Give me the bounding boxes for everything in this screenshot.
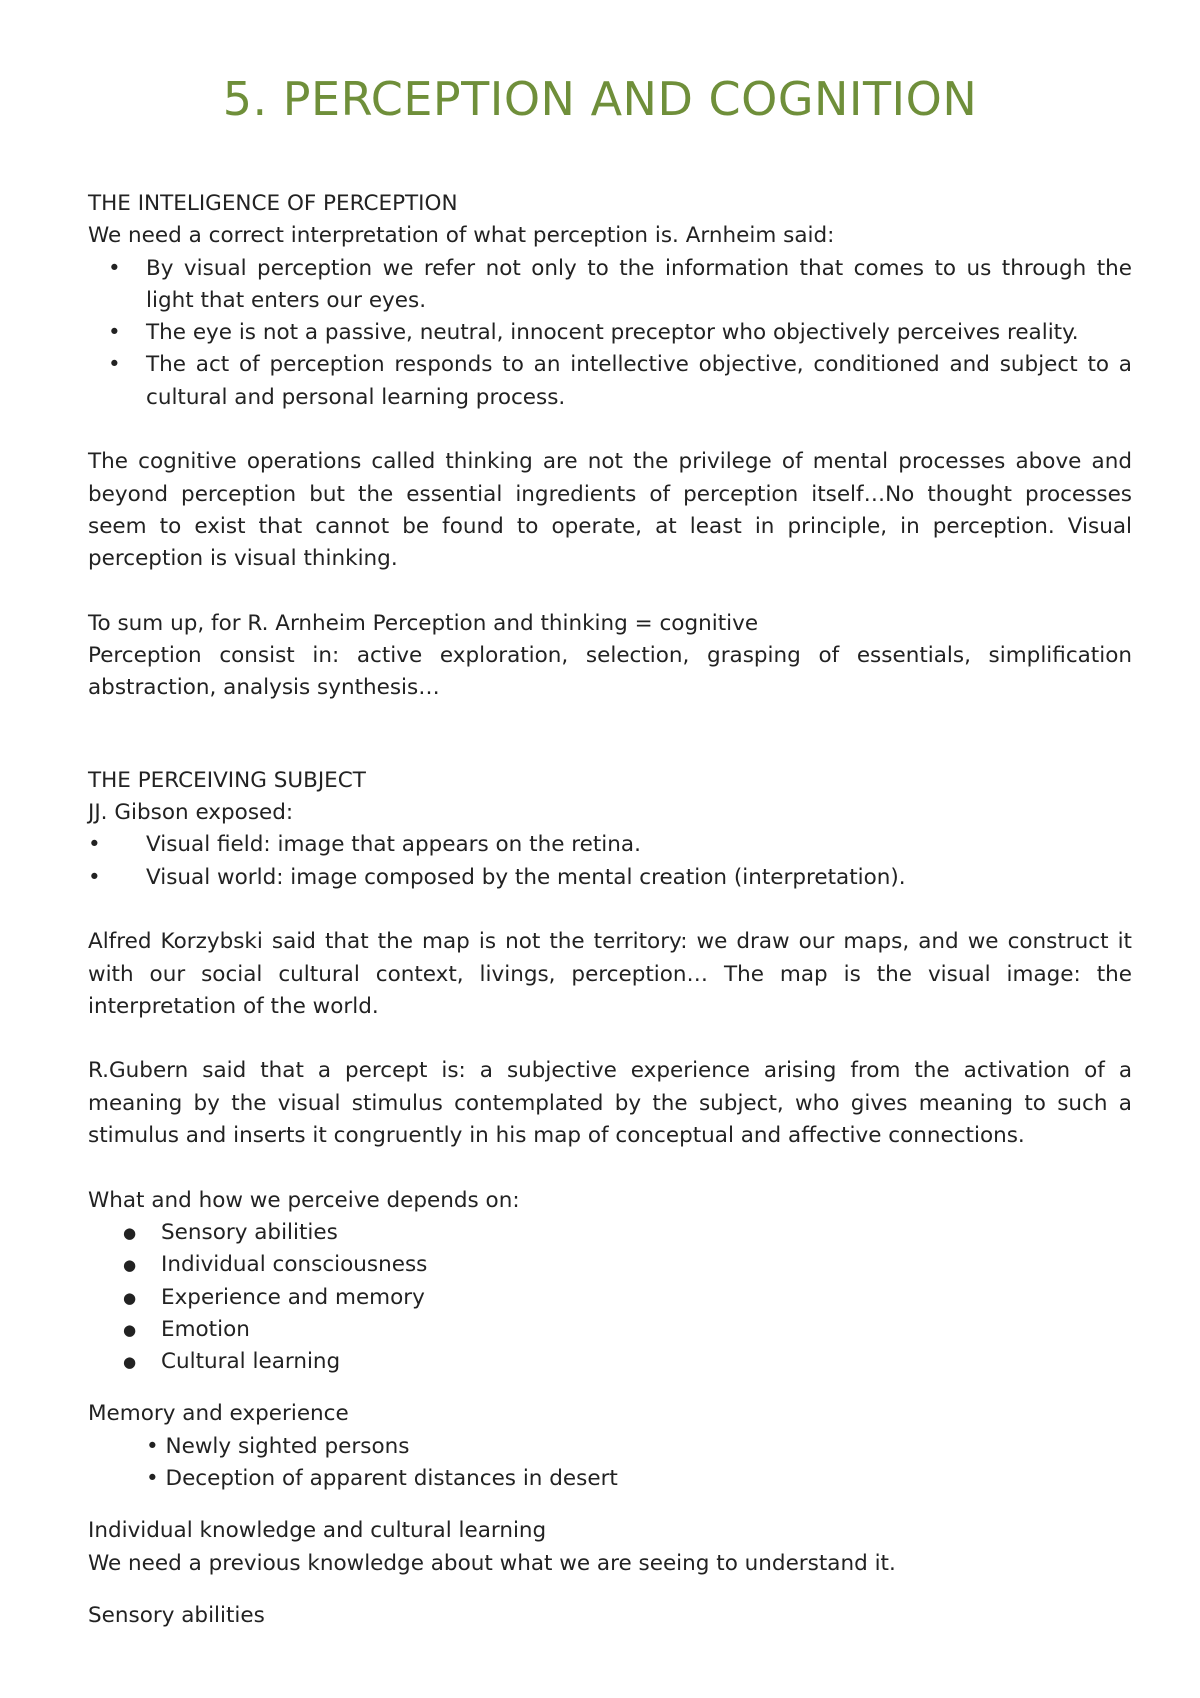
list-item: ● Individual consciousness	[88, 1249, 1132, 1281]
list-item: ● Sensory abilities	[88, 1217, 1132, 1249]
memory-heading: Memory and experience	[88, 1401, 349, 1427]
list-item: ● Emotion	[88, 1314, 1132, 1346]
arnheim-intro: We need a correct interpretation of what perception is. Arnheim said:	[88, 223, 835, 249]
list-item: • The eye is not a passive, neutral, innocent preceptor who objectively perceives reality.	[88, 317, 1132, 349]
sum-up-text: To sum up, for R. Arnheim Perception and thinking = cognitive	[88, 610, 759, 636]
gibson-list	[88, 829, 1132, 894]
list-item: • The act of perception responds to an intellective objective, conditioned and subject to a cultural and personal learning process.	[88, 349, 1132, 414]
list-item: • Visual world: image composed by the mental creation (interpretation).	[88, 862, 1132, 894]
list-item: ● Experience and memory	[88, 1282, 1132, 1314]
list-item: • Visual field: image that appears on the retina.	[88, 829, 1132, 861]
section-heading-intelligence: THE INTELIGENCE OF PERCEPTION	[88, 191, 458, 216]
list-item: • Deception of apparent distances in desert	[146, 1465, 618, 1491]
depends-list	[88, 1217, 1132, 1378]
list-item: • Newly sighted persons	[146, 1433, 410, 1459]
memory-list	[88, 1431, 1132, 1496]
gibson-intro: JJ. Gibson exposed:	[88, 800, 294, 826]
list-item: ● Cultural learning	[88, 1346, 1132, 1378]
arnheim-quote: The cognitive operations called thinking are not the privilege of mental processes above and beyond perception but the essential ingredients of perception itself…No thought processes seem to exist that cannot be found to operate, at least in principle, in perception. Visual perception is visual thinking.	[88, 449, 1132, 572]
page-title: 5. PERCEPTION AND COGNITION	[222, 72, 978, 126]
document-body	[88, 188, 1132, 1632]
list-item: • By visual perception we refer not only to the information that comes to us through the light that enters our eyes.	[88, 253, 1132, 318]
korzybski-paragraph: Alfred Korzybski said that the map is not the territory: we draw our maps, and we construct it with our social cultural context, livings, perception… The map is the visual image: the interpretation of the world.	[88, 929, 1132, 1019]
sensory-heading: Sensory abilities	[88, 1602, 265, 1628]
section-heading-perceiving-subject: THE PERCEIVING SUBJECT	[88, 767, 366, 793]
gubern-paragraph: R.Gubern said that a percept is: a subjective experience arising from the activation of a meaning by the visual stimulus contemplated by the subject, who gives meaning to such a stimulus and inserts it congruently in his map of conceptual and affective connections.	[88, 1058, 1132, 1149]
depends-intro: What and how we perceive depends on:	[88, 1187, 520, 1213]
knowledge-heading: Individual knowledge and cultural learning	[88, 1518, 547, 1544]
arnheim-list	[88, 253, 1132, 414]
knowledge-text: We need a previous knowledge about what we are seeing to understand it.	[88, 1550, 896, 1576]
perception-consist-text: Perception consist in: active exploration, selection, grasping of essentials, simplification abstraction, analysis synthesis…	[88, 643, 1132, 701]
